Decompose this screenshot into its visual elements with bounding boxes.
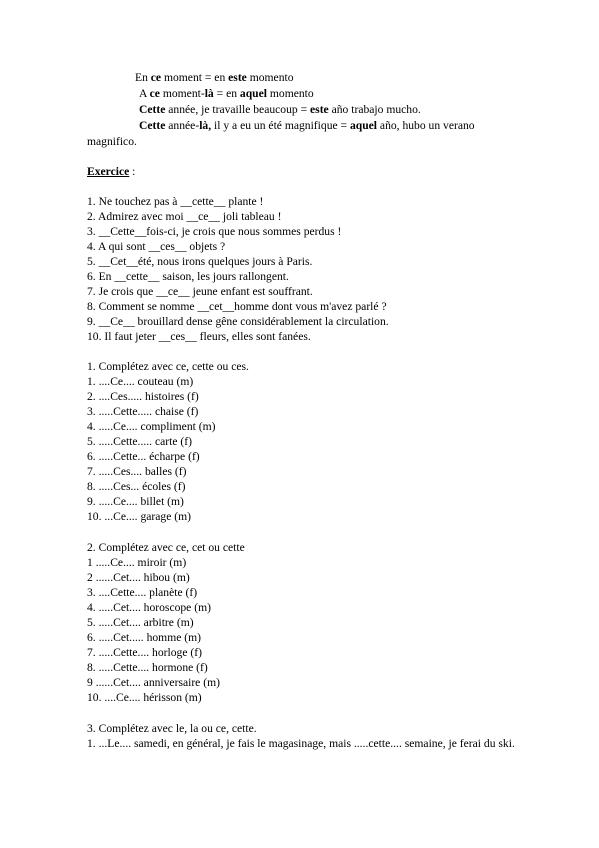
exercice-item: 10. Il faut jeter __ces__ fleurs, elles sont fanées. [87, 330, 311, 343]
text: moment- [159, 87, 205, 100]
section-3-item: 1. ...Le.... samedi, en général, je fais le magasinage, mais .....cette.... semaine, je ferai du ski. [87, 737, 515, 750]
section-2-item: 9 ......Cet.... anniversaire (m) [87, 676, 220, 689]
text: momento [246, 71, 294, 84]
exercice-item: 6. En __cette__ saison, les jours rallongent. [87, 270, 289, 283]
intro-line-4 [139, 118, 475, 133]
text: momento [266, 87, 314, 100]
section-2-title: 2. Complétez avec ce, cet ou cette [87, 541, 245, 554]
exercice-item: 9. __Ce__ brouillard dense gêne considérablement la circulation. [87, 315, 389, 328]
text: moment = en [161, 71, 229, 84]
exercice-title: Exercice [87, 165, 130, 178]
bold-text: ce [150, 71, 162, 84]
exercice-item: 5. __Cet__été, nous irons quelques jours à Paris. [87, 255, 313, 268]
bold-text: là, [199, 119, 212, 132]
section-1-item: 2. ....Ces..... histoires (f) [87, 390, 199, 403]
section-1-item: 8. .....Ces... écoles (f) [87, 480, 186, 493]
text: magnifico. [87, 135, 137, 148]
section-2-item: 10. ....Ce.... hérisson (m) [87, 691, 202, 704]
text: : [129, 165, 136, 178]
text: année- [165, 119, 200, 132]
section-2-item: 3. ....Cette.... planète (f) [87, 586, 198, 599]
text: A [139, 87, 150, 100]
section-2-item: 2 ......Cet.... hibou (m) [87, 571, 190, 584]
section-1-item: 4. .....Ce.... compliment (m) [87, 420, 216, 433]
section-2-item: 6. .....Cet..... homme (m) [87, 631, 201, 644]
section-1-item: 6. .....Cette... écharpe (f) [87, 450, 200, 463]
bold-text: este [310, 103, 329, 116]
section-2-item: 8. .....Cette.... hormone (f) [87, 661, 208, 674]
exercice-item: 2. Admirez avec moi __ce__ joli tableau ! [87, 210, 282, 223]
exercice-heading [87, 164, 135, 179]
text: año trabajo mucho. [328, 103, 421, 116]
section-2-item: 5. .....Cet.... arbitre (m) [87, 616, 194, 629]
text: il y a eu un été magnifique = [211, 119, 350, 132]
bold-text: là [204, 87, 214, 100]
section-3-title: 3. Complétez avec le, la ou ce, cette. [87, 722, 257, 735]
section-2-item: 7. .....Cette.... horloge (f) [87, 646, 202, 659]
bold-text: ce [149, 87, 160, 100]
text: = en [213, 87, 240, 100]
section-1-item: 5. .....Cette..... carte (f) [87, 435, 192, 448]
bold-text: aquel [239, 87, 267, 100]
bold-text: Cette [139, 103, 166, 116]
intro-line-1 [135, 70, 294, 85]
intro-line-5 [87, 134, 137, 149]
section-1-item: 1. ....Ce.... couteau (m) [87, 375, 194, 388]
intro-line-3 [139, 102, 421, 117]
text: En [135, 71, 151, 84]
section-2-item: 1 .....Ce.... miroir (m) [87, 556, 187, 569]
section-1-title: 1. Complétez avec ce, cette ou ces. [87, 360, 249, 373]
intro-line-2 [139, 86, 314, 101]
section-1-item: 7. .....Ces.... balles (f) [87, 465, 187, 478]
bold-text: aquel [349, 119, 378, 132]
exercice-item: 4. A qui sont __ces__ objets ? [87, 240, 226, 253]
text: année, je travaille beaucoup = [165, 103, 311, 116]
exercice-item: 3. __Cette__fois-ci, je crois que nous sommes perdus ! [87, 225, 342, 238]
section-1-item: 3. .....Cette..... chaise (f) [87, 405, 199, 418]
exercice-item: 8. Comment se nomme __cet__homme dont vous m'avez parlé ? [87, 300, 387, 313]
exercice-item: 7. Je crois que __ce__ jeune enfant est souffrant. [87, 285, 313, 298]
exercice-item: 1. Ne touchez pas à __cette__ plante ! [87, 195, 264, 208]
bold-text: Cette [139, 119, 166, 132]
text: año, hubo un verano [377, 119, 475, 132]
section-1-item: 9. .....Ce.... billet (m) [87, 495, 184, 508]
section-2-item: 4. .....Cet.... horoscope (m) [87, 601, 211, 614]
section-1-item: 10. ...Ce.... garage (m) [87, 510, 191, 523]
bold-text: este [228, 71, 247, 84]
